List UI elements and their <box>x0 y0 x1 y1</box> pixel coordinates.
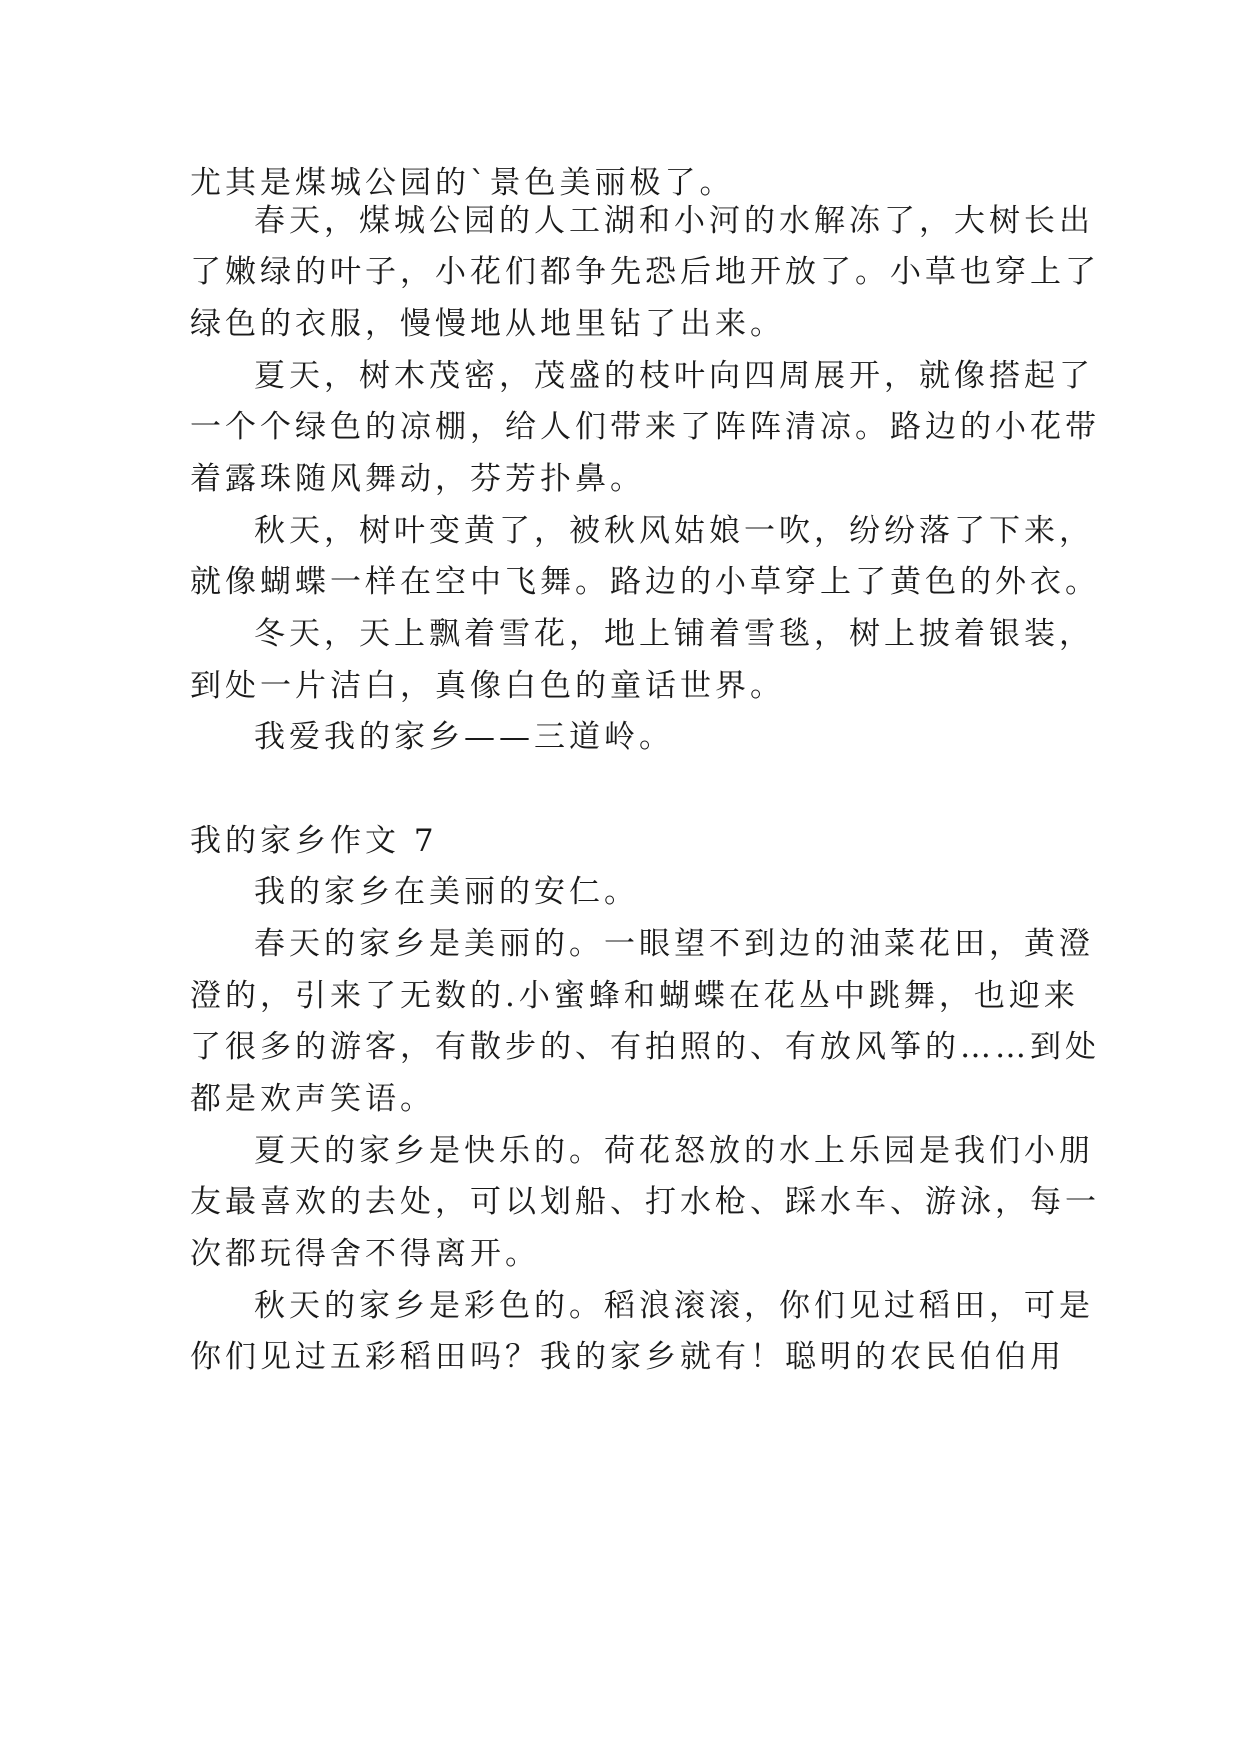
paragraph-line: 友最喜欢的去处，可以划船、打水枪、踩水车、游泳，每一 <box>190 1184 1100 1220</box>
paragraph-line: 你们见过五彩稻田吗？我的家乡就有！聪明的农民伯伯用 <box>190 1339 1065 1375</box>
section-heading: 我的家乡作文 7 <box>190 823 438 859</box>
paragraph-line: 秋天的家乡是彩色的。稻浪滚滚，你们见过稻田，可是 <box>254 1288 1094 1324</box>
paragraph-line: 绿色的衣服，慢慢地从地里钻了出来。 <box>190 306 785 342</box>
paragraph-line: 春天，煤城公园的人工湖和小河的水解冻了，大树长出 <box>254 203 1094 239</box>
paragraph-line: 冬天，天上飘着雪花，地上铺着雪毯，树上披着银装， <box>254 616 1094 652</box>
paragraph-line: 我爱我的家乡——三道岭。 <box>254 719 674 755</box>
paragraph-line: 秋天，树叶变黄了，被秋风姑娘一吹，纷纷落了下来， <box>254 513 1094 549</box>
paragraph-line: 澄的，引来了无数的.小蜜蜂和蝴蝶在花丛中跳舞，也迎来 <box>190 978 1079 1014</box>
paragraph-line: 一个个绿色的凉棚，给人们带来了阵阵清凉。路边的小花带 <box>190 409 1100 445</box>
paragraph-line: 夏天的家乡是快乐的。荷花怒放的水上乐园是我们小朋 <box>254 1133 1094 1169</box>
paragraph-line: 都是欢声笑语。 <box>190 1081 435 1117</box>
paragraph-line: 我的家乡在美丽的安仁。 <box>254 874 639 910</box>
paragraph-line: 春天的家乡是美丽的。一眼望不到边的油菜花田，黄澄 <box>254 926 1094 962</box>
paragraph-line: 尤其是煤城公园的`景色美丽极了。 <box>190 165 735 201</box>
paragraph-line: 到处一片洁白，真像白色的童话世界。 <box>190 668 785 704</box>
paragraph-line: 了嫩绿的叶子，小花们都争先恐后地开放了。小草也穿上了 <box>190 254 1100 290</box>
paragraph-line: 次都玩得舍不得离开。 <box>190 1236 540 1272</box>
paragraph-line: 就像蝴蝶一样在空中飞舞。路边的小草穿上了黄色的外衣。 <box>190 564 1100 600</box>
paragraph-line: 夏天，树木茂密，茂盛的枝叶向四周展开，就像搭起了 <box>254 358 1094 394</box>
paragraph-line: 着露珠随风舞动，芬芳扑鼻。 <box>190 461 645 497</box>
paragraph-line: 了很多的游客，有散步的、有拍照的、有放风筝的……到处 <box>190 1029 1100 1065</box>
